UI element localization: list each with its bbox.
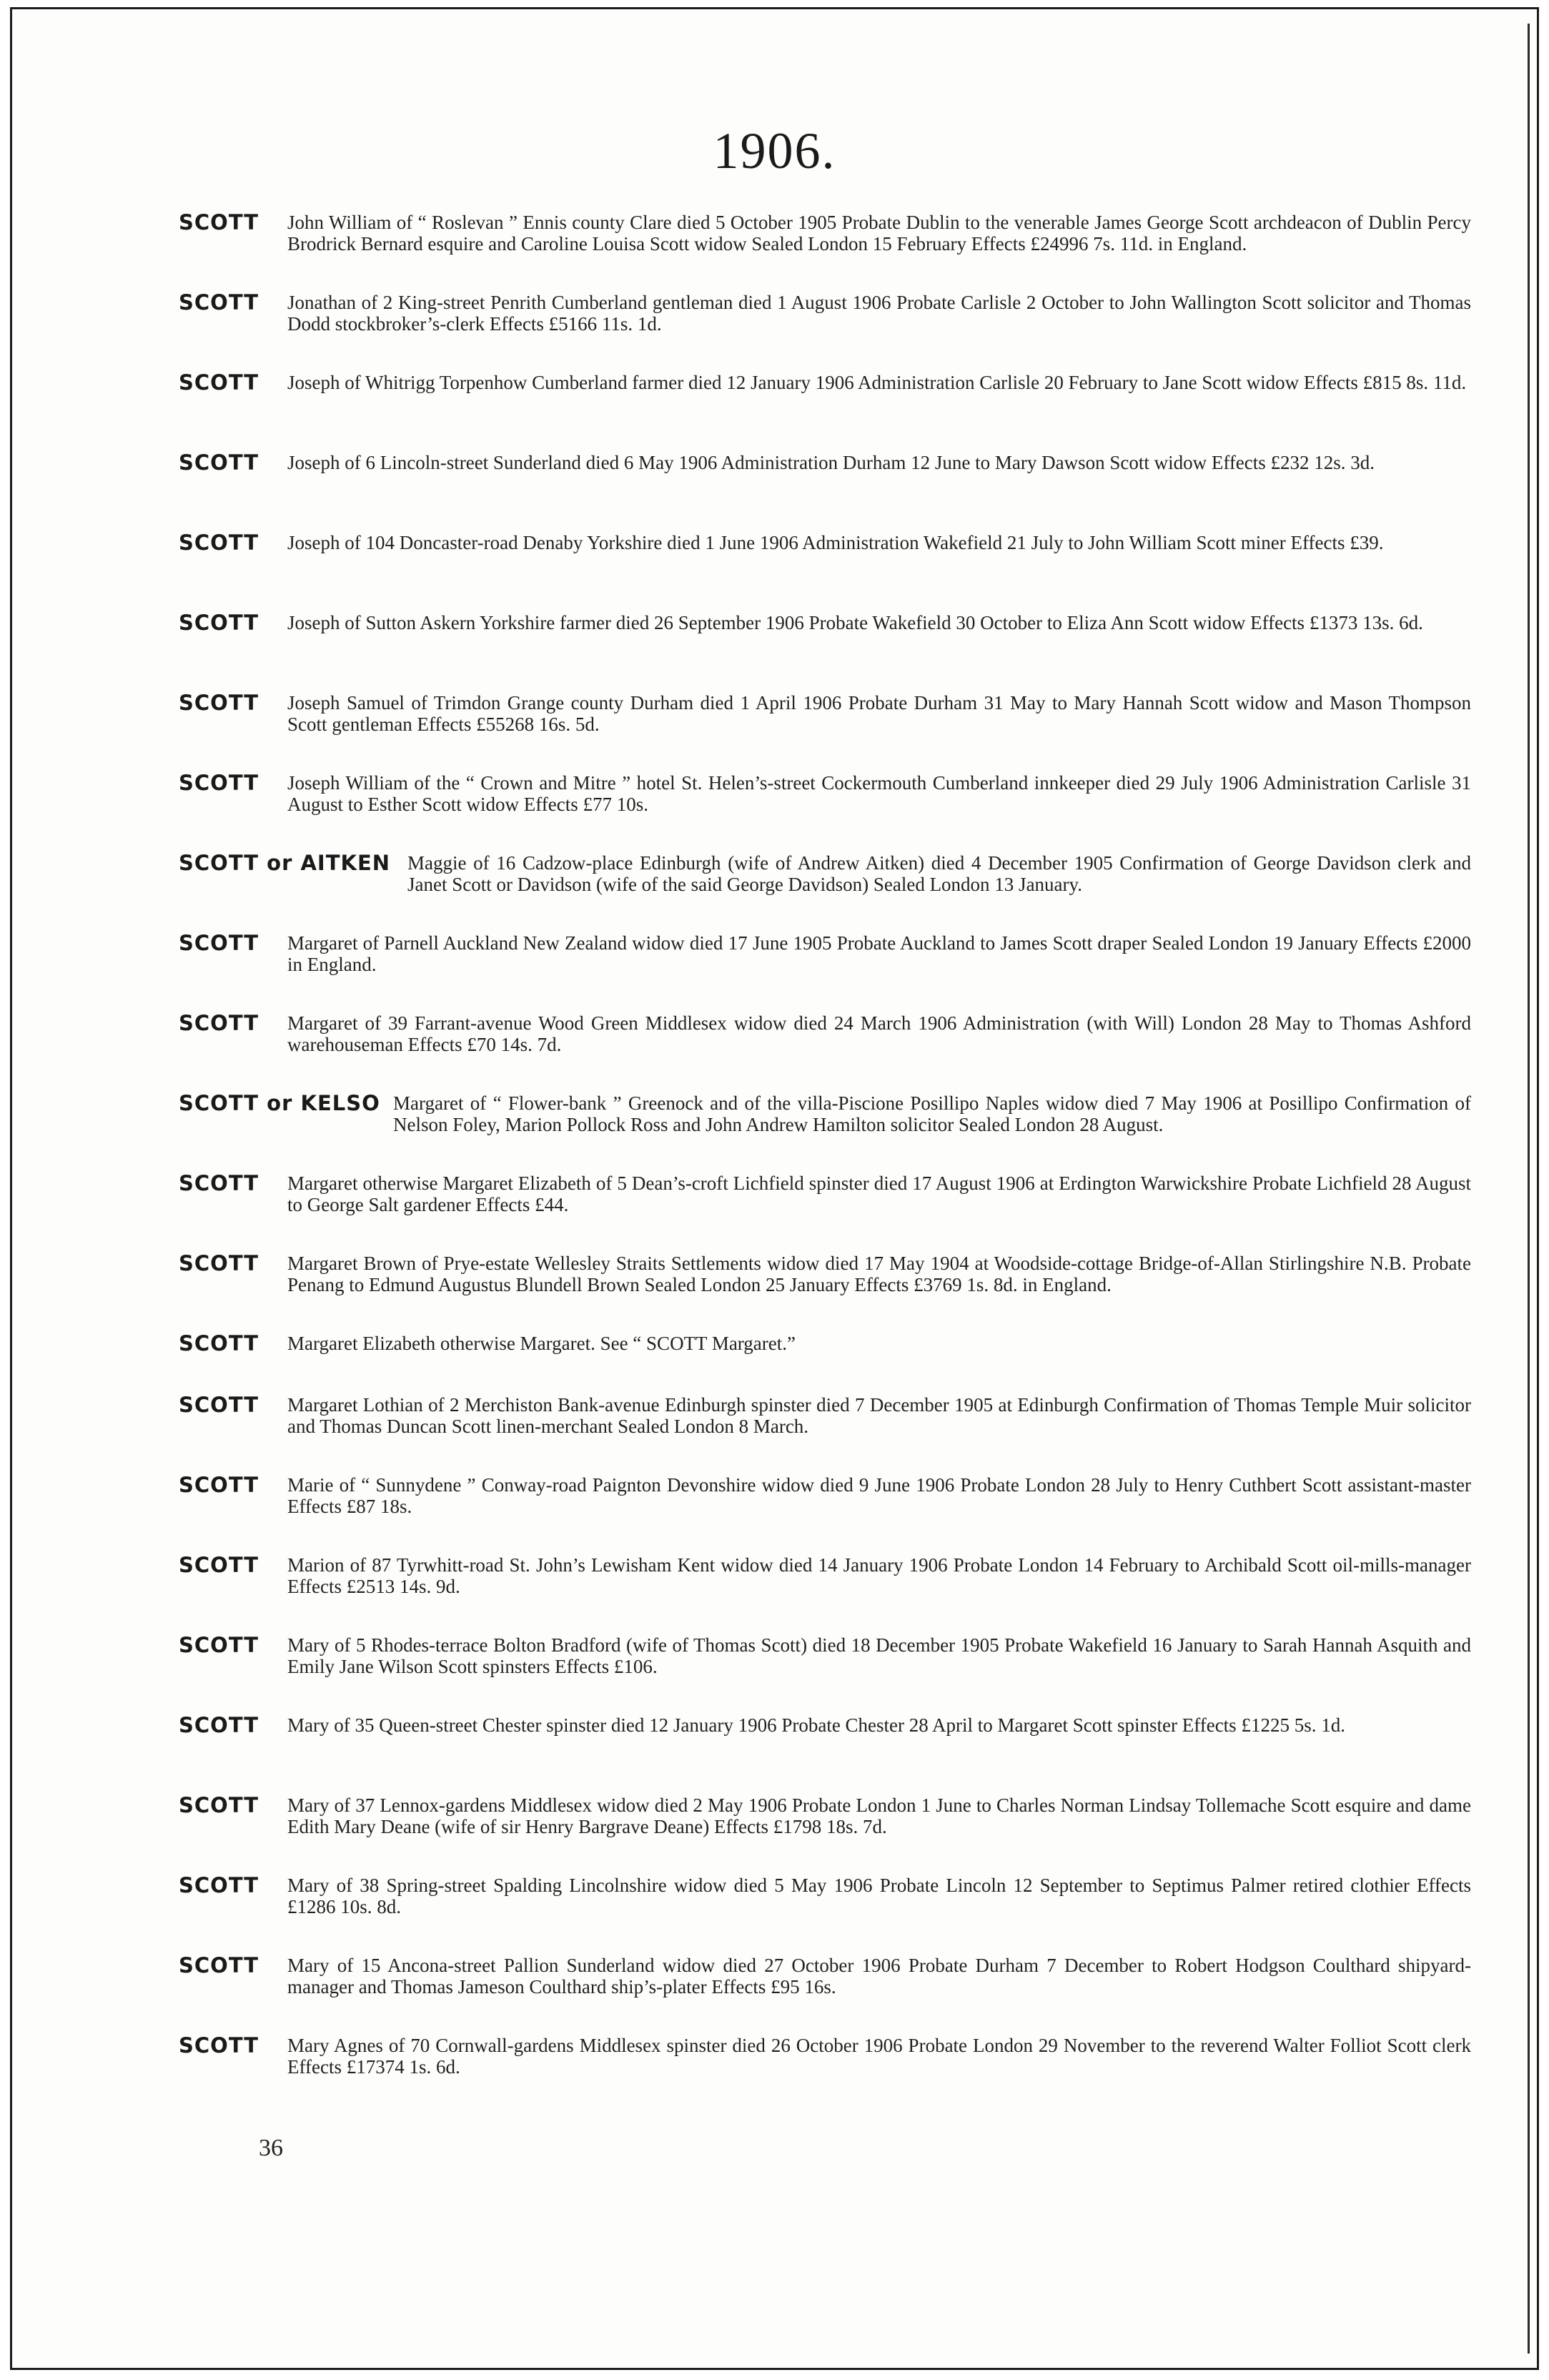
entry-surname: SCOTT	[179, 771, 259, 795]
entry-surname: SCOTT	[179, 370, 259, 395]
entry-text: Joseph of 6 Lincoln-street Sunderland died 6 May 1906 Administration Durham 12 June to Mary Dawson Scott widow Effects £232 12s. 3d.	[287, 452, 1375, 473]
entry-text: Mary of 15 Ancona-street Pallion Sunderland widow died 27 October 1906 Probate Durham 7 December to Robert Hodgson Coulthard shipyard-manager and Thomas Jameson Coulthard ship’s-plater Effects £95 16s.	[287, 1955, 1471, 1998]
probate-entry	[179, 772, 1471, 852]
entry-surname: SCOTT	[179, 1011, 259, 1035]
entry-text: Maggie of 16 Cadzow-place Edinburgh (wife of Andrew Aitken) died 4 December 1905 Confirmation of George Davidson clerk and Janet Scott or Davidson (wife of the said George Davidson) Sealed London 13 January.	[407, 852, 1471, 895]
probate-entry	[179, 612, 1471, 692]
entry-text: Joseph of Sutton Askern Yorkshire farmer died 26 September 1906 Probate Wakefield 30 October to Eliza Ann Scott widow Effects £1373 13s. 6d.	[287, 612, 1423, 633]
entry-surname: SCOTT or AITKEN	[179, 851, 391, 875]
entry-surname: SCOTT	[179, 1171, 259, 1195]
probate-entry	[179, 1634, 1471, 1714]
probate-entry	[179, 1714, 1471, 1794]
entry-surname: SCOTT	[179, 530, 259, 555]
probate-entry	[179, 1172, 1471, 1253]
entry-text: Joseph of 104 Doncaster-road Denaby Yorkshire died 1 June 1906 Administration Wakefield 21 July to John William Scott miner Effects £39.	[287, 532, 1384, 553]
entry-text: Margaret Lothian of 2 Merchiston Bank-avenue Edinburgh spinster died 7 December 1905 at Edinburgh Confirmation of Thomas Temple Muir solicitor and Thomas Duncan Scott linen-merchant Sealed London 8 March.	[287, 1394, 1471, 1437]
entry-surname: SCOTT	[179, 210, 259, 234]
probate-entry	[179, 932, 1471, 1012]
entry-text: Mary of 38 Spring-street Spalding Lincolnshire widow died 5 May 1906 Probate Lincoln 12 September to Septimus Palmer retired clothier Effects £1286 10s. 8d.	[287, 1875, 1471, 1917]
probate-entry	[179, 532, 1471, 612]
entry-surname: SCOTT	[179, 450, 259, 475]
entry-text: Joseph of Whitrigg Torpenhow Cumberland farmer died 12 January 1906 Administration Carlisle 20 February to Jane Scott widow Effects £815 8s. 11d.	[287, 372, 1467, 393]
page-title: 1906.	[713, 122, 836, 179]
entry-surname: SCOTT	[179, 1553, 259, 1577]
entry-text: Margaret of “ Flower-bank ” Greenock and of the villa-Piscione Posillipo Naples widow died 7 May 1906 at Posillipo Confirmation of Nelson Foley, Marion Pollock Ross and John Andrew Hamilton solicitor Sealed London 28 August.	[393, 1092, 1471, 1135]
probate-entry	[179, 1333, 1471, 1394]
entry-text: Margaret of Parnell Auckland New Zealand widow died 17 June 1905 Probate Auckland to James Scott draper Sealed London 19 January Effects £2000 in England.	[287, 932, 1471, 975]
probate-entry	[179, 852, 1471, 932]
entry-surname: SCOTT	[179, 1393, 259, 1417]
probate-entry	[179, 692, 1471, 772]
entry-surname: SCOTT	[179, 290, 259, 315]
probate-entry	[179, 1012, 1471, 1092]
entry-surname: SCOTT	[179, 1873, 259, 1897]
entry-surname: SCOTT	[179, 1473, 259, 1497]
entry-text: Mary of 5 Rhodes-terrace Bolton Bradford (wife of Thomas Scott) died 18 December 1905 Probate Wakefield 16 January to Sarah Hannah Asquith and Emily Jane Wilson Scott spinsters Effects £106.	[287, 1634, 1471, 1677]
entry-text: Margaret of 39 Farrant-avenue Wood Green Middlesex widow died 24 March 1906 Administration (with Will) London 28 May to Thomas Ashford warehouseman Effects £70 14s. 7d.	[287, 1012, 1471, 1055]
entry-list	[179, 212, 1471, 2115]
entry-surname: SCOTT	[179, 1793, 259, 1817]
probate-entry	[179, 1875, 1471, 1955]
entry-text: Margaret otherwise Margaret Elizabeth of 5 Dean’s-croft Lichfield spinster died 17 August 1906 at Erdington Warwickshire Probate Lichfield 28 August to George Salt gardener Effects £44.	[287, 1172, 1471, 1215]
entry-text: Marion of 87 Tyrwhitt-road St. John’s Lewisham Kent widow died 14 January 1906 Probate London 14 February to Archibald Scott oil-mills-manager Effects £2513 14s. 9d.	[287, 1554, 1471, 1597]
entry-surname: SCOTT	[179, 1713, 259, 1737]
entry-text: Mary of 37 Lennox-gardens Middlesex widow died 2 May 1906 Probate London 1 June to Charles Norman Lindsay Tollemache Scott esquire and dame Edith Mary Deane (wife of sir Henry Bargrave Deane) Effects £1798 18s. 7d.	[287, 1794, 1471, 1837]
entry-surname: SCOTT	[179, 1331, 259, 1356]
entry-surname: SCOTT	[179, 1633, 259, 1657]
entry-text: Margaret Elizabeth otherwise Margaret. See “ SCOTT Margaret.”	[287, 1333, 796, 1354]
probate-entry	[179, 1253, 1471, 1333]
entry-text: Joseph Samuel of Trimdon Grange county Durham died 1 April 1906 Probate Durham 31 May to Mary Hannah Scott widow and Mason Thompson Scott gentleman Effects £55268 16s. 5d.	[287, 692, 1471, 735]
entry-surname: SCOTT	[179, 2033, 259, 2058]
entry-text: Joseph William of the “ Crown and Mitre ” hotel St. Helen’s-street Cockermouth Cumberland innkeeper died 29 July 1906 Administration Carlisle 31 August to Esther Scott widow Effects £77 10s.	[287, 772, 1471, 815]
entry-text: Marie of “ Sunnydene ” Conway-road Paignton Devonshire widow died 9 June 1906 Probate London 28 July to Henry Cuthbert Scott assistant-master Effects £87 18s.	[287, 1474, 1471, 1517]
entry-text: Jonathan of 2 King-street Penrith Cumberland gentleman died 1 August 1906 Probate Carlisle 2 October to John Wallington Scott solicitor and Thomas Dodd stockbroker’s-clerk Effects £5166 11s. 1d.	[287, 292, 1471, 335]
border-line	[1528, 24, 1530, 2354]
entry-surname: SCOTT	[179, 611, 259, 635]
entry-text: Mary of 35 Queen-street Chester spinster died 12 January 1906 Probate Chester 28 April to Margaret Scott spinster Effects £1225 5s. 1d.	[287, 1714, 1345, 1736]
probate-entry	[179, 212, 1471, 292]
entry-surname: SCOTT	[179, 691, 259, 715]
entry-text: Mary Agnes of 70 Cornwall-gardens Middlesex spinster died 26 October 1906 Probate London 29 November to the reverend Walter Folliot Scott clerk Effects £17374 1s. 6d.	[287, 2035, 1471, 2078]
entry-surname: SCOTT or KELSO	[179, 1091, 380, 1115]
entry-surname: SCOTT	[179, 931, 259, 955]
probate-entry	[179, 2035, 1471, 2115]
probate-entry	[179, 292, 1471, 372]
probate-entry	[179, 1794, 1471, 1875]
probate-entry	[179, 1092, 1471, 1172]
probate-entry	[179, 452, 1471, 532]
entry-surname: SCOTT	[179, 1953, 259, 1977]
probate-entry	[179, 1554, 1471, 1634]
entry-text: Margaret Brown of Prye-estate Wellesley Straits Settlements widow died 17 May 1904 at Woodside-cottage Bridge-of-Allan Stirlingshire N.B. Probate Penang to Edmund Augustus Blundell Brown Sealed London 25 January Effects £3769 1s. 8d. in England.	[287, 1253, 1471, 1295]
probate-entry	[179, 1955, 1471, 2035]
probate-entry	[179, 1394, 1471, 1474]
probate-entry	[179, 1474, 1471, 1554]
page-number: 36	[259, 2135, 283, 2161]
probate-entry	[179, 372, 1471, 452]
entry-surname: SCOTT	[179, 1251, 259, 1275]
entry-text: John William of “ Roslevan ” Ennis county Clare died 5 October 1905 Probate Dublin to the venerable James George Scott archdeacon of Dublin Percy Brodrick Bernard esquire and Caroline Louisa Scott widow Sealed London 15 February Effects £24996 7s. 11d. in England.	[287, 212, 1471, 255]
